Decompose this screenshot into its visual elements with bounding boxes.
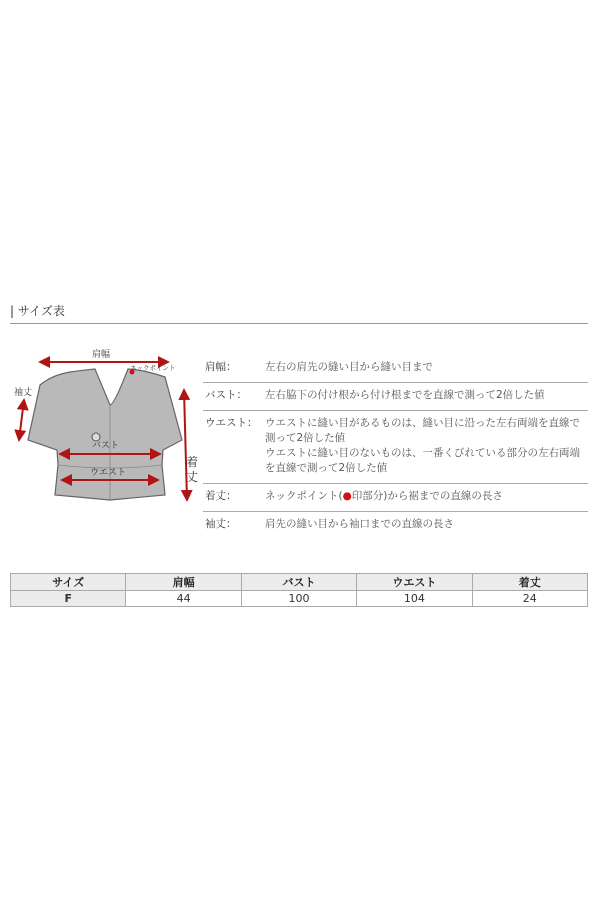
definition-line: を直線で測って2倍した値 [265, 462, 388, 474]
definition-row [203, 383, 588, 411]
definition-line: 肩先の縫い目から袖口までの直線の長さ [265, 518, 454, 530]
garment-diagram-svg [10, 345, 202, 515]
length-label-1: 着 [186, 455, 199, 469]
definition-line: 測って2倍した値 [265, 432, 346, 444]
neck-point-label: ネックポイント [130, 364, 176, 372]
definition-desc [265, 416, 588, 476]
column-header: ウエスト [357, 574, 472, 591]
definition-text: ネックポイント( [265, 490, 343, 502]
definition-term: 着丈： [205, 490, 237, 502]
sleeve-label: 袖丈 [14, 388, 33, 398]
column-header: 肩幅 [126, 574, 241, 591]
length-label-2: 丈 [186, 470, 199, 484]
sleeve-arrow [19, 400, 24, 440]
table-cell: 100 [241, 591, 356, 607]
definition-row [203, 411, 588, 484]
waist-label: ウエスト [90, 468, 127, 478]
definition-line: ウエストに縫い目があるものは、縫い目に沿った左右両端を直線で [265, 417, 580, 429]
definition-row [203, 512, 588, 539]
definition-desc [265, 489, 588, 504]
table-cell: 104 [357, 591, 472, 607]
column-header: 着丈 [472, 574, 587, 591]
definition-term: 袖丈： [205, 518, 237, 530]
section-title: | サイズ表 [10, 304, 65, 318]
definition-line: 左右の肩先の縫い目から縫い目まで [265, 361, 433, 373]
definition-line: ウエストに縫い目のないものは、一番くびれている部分の左右両端 [265, 447, 580, 459]
section-divider [10, 323, 588, 324]
definition-term: バスト： [205, 389, 247, 401]
definition-text: 印部分)から裾までの直線の長さ [351, 490, 503, 502]
garment-diagram [10, 345, 202, 515]
definition-desc [265, 517, 588, 532]
definition-desc [265, 360, 588, 375]
shoulder-label: 肩幅 [92, 350, 111, 360]
definition-line: 左右脇下の付け根から付け根までを直線で測って2倍した値 [265, 389, 545, 401]
measurement-definitions [203, 355, 588, 539]
size-table-header [11, 574, 588, 591]
definition-term: 肩幅： [205, 361, 237, 373]
definition-row [203, 355, 588, 383]
definition-row [203, 484, 588, 512]
table-row [11, 591, 588, 607]
bust-label: バスト [92, 441, 120, 451]
table-cell: 44 [126, 591, 241, 607]
column-header: サイズ [11, 574, 126, 591]
column-header: バスト [241, 574, 356, 591]
neck-point-dot-icon: ● [342, 490, 352, 502]
definition-term: ウエスト： [205, 417, 258, 429]
button-icon [92, 433, 100, 441]
table-cell: F [11, 591, 126, 607]
size-table [10, 573, 588, 607]
definition-desc [265, 388, 588, 403]
table-cell: 24 [472, 591, 587, 607]
